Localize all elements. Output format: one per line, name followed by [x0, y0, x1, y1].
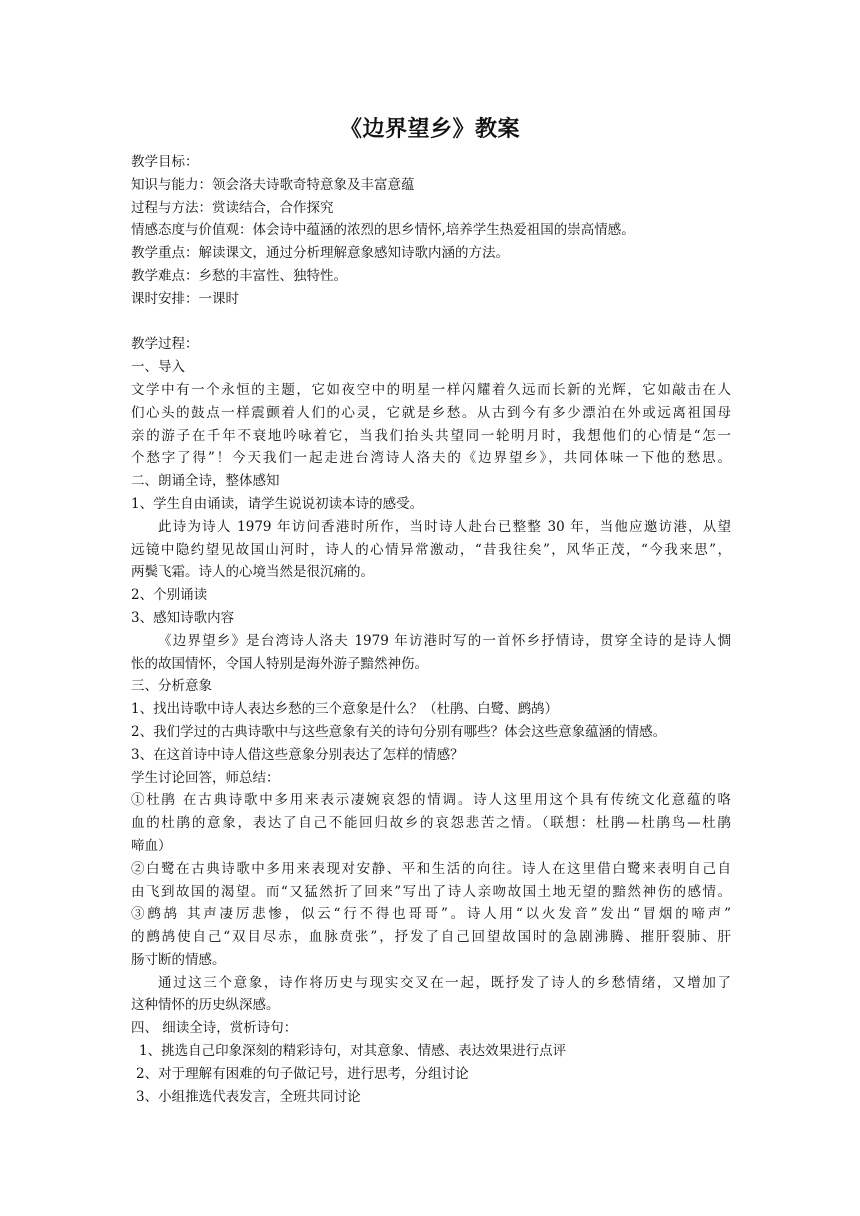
text-line: 3、小组推选代表发言，全班共同讨论: [136, 1088, 361, 1105]
text-line: 2、我们学过的古典诗歌中与这些意象有关的诗句分别有哪些？体会这些意象蕴涵的情感。: [131, 723, 667, 740]
text-line: 啼血）: [131, 837, 172, 854]
text-line: 2、对于理解有困难的句子做记号，进行思考，分组讨论: [136, 1065, 469, 1082]
text-line: 1、学生自由诵读，请学生说说初读本诗的感受。: [131, 495, 424, 512]
text-line: 学生讨论回答，师总结：: [131, 769, 280, 786]
text-line: 1、找出诗歌中诗人表达乡愁的三个意象是什么？（杜鹃、白鹭、鹧鸪）: [131, 701, 559, 718]
text-line: 们心头的鼓点一样震颤着人们的心灵，它就是乡愁。从古到今有多少漂泊在外或远离祖国母: [131, 404, 731, 421]
text-line: 教学目标：: [131, 154, 199, 170]
text-line: ③鹧鸪 其声凄厉悲惨，似云“行不得也哥哥”。诗人用“以火发音”发出“冒烟的啼声”: [131, 906, 731, 923]
text-line: 《边界望乡》是台湾诗人洛夫 1979 年访港时写的一首怀乡抒情诗，贯穿全诗的是诗人惆: [158, 632, 731, 649]
text-line: 教学过程：: [131, 336, 199, 353]
text-line: 由飞到故国的渴望。而“又猛然折了回来”写出了诗人亲吻故国土地无望的黯然神伤的感情。: [131, 883, 731, 900]
text-line: 通过这三个意象，诗作将历史与现实交叉在一起，既抒发了诗人的乡愁情绪，又增加了: [158, 974, 731, 991]
section-heading: 一、导入: [131, 359, 185, 376]
text-line: 怅的故国情怀，令国人特别是海外游子黯然神伤。: [131, 655, 428, 672]
text-line: 这种情怀的历史纵深感。: [131, 997, 280, 1014]
text-line: 亲的游子在千年不衰地吟咏着它，当我们抬头共望同一轮明月时，我想他们的心情是“怎一: [131, 427, 731, 444]
text-line: 远镜中隐约望见故国山河时，诗人的心情异常激动，“昔我往矣”，风华正茂，“今我来思”，: [131, 541, 731, 558]
text-line: ①杜鹃 在古典诗歌中多用来表示凄婉哀怨的情调。诗人这里用这个具有传统文化意蕴的咯: [131, 792, 731, 809]
document-title: 《边界望乡》教案: [339, 116, 520, 142]
text-line: 3、感知诗歌内容: [131, 609, 235, 626]
text-line: 教学重点：解读课文，通过分析理解意象感知诗歌内涵的方法。: [131, 245, 509, 262]
blank-line: [131, 311, 731, 334]
text-line: 课时安排：一课时: [131, 290, 239, 307]
text-line: 1、挑选自己印象深刻的精彩诗句，对其意象、情感、表达效果进行点评: [139, 1043, 567, 1060]
text-line: ②白鹭在古典诗歌中多用来表现对安静、平和生活的向往。诗人在这里借白鹭来表明自己自: [131, 860, 731, 877]
text-line: 的鹧鸪使自己“双目尽赤，血脉贲张”，抒发了自己回望故国时的急剧沸腾、摧肝裂肺、肝: [131, 929, 731, 946]
text-line: 肠寸断的情感。: [131, 951, 226, 968]
text-line: 情感态度与价值观：体会诗中蕴涵的浓烈的思乡情怀,培养学生热爱祖国的崇高情感。: [131, 222, 635, 239]
section-heading: 四、 细读全诗，赏析诗句：: [131, 1020, 298, 1037]
text-line: 此诗为诗人 1979 年访问香港时所作，当时诗人赴台已整整 30 年，当他应邀访港，从望: [158, 518, 731, 535]
text-line: 教学难点：乡愁的丰富性、独特性。: [131, 267, 347, 284]
text-line: 过程与方法：赏读结合，合作探究: [131, 199, 334, 216]
text-line: 3、在这首诗中诗人借这些意象分别表达了怎样的情感？: [131, 746, 464, 763]
document-body: [131, 151, 731, 1108]
text-line: 知识与能力：领会洛夫诗歌奇特意象及丰富意蕴: [131, 176, 415, 193]
text-line: 文学中有一个永恒的主题，它如夜空中的明星一样闪耀着久远而长新的光辉，它如敲击在人: [131, 381, 731, 398]
section-heading: 二、朗诵全诗，整体感知: [131, 473, 280, 490]
text-line: 两鬓飞霜。诗人的心境当然是很沉痛的。: [131, 564, 374, 581]
text-line: 血的杜鹃的意象，表达了自己不能回归故乡的哀怨悲苦之情。（联想：杜鹃—杜鹃鸟—杜鹃: [131, 815, 731, 832]
text-line: 个愁字了得”！今天我们一起走进台湾诗人洛夫的《边界望乡》，共同体味一下他的愁思。: [131, 450, 731, 467]
section-heading: 三、分析意象: [131, 678, 212, 695]
text-line: 2、个别诵读: [131, 587, 208, 604]
